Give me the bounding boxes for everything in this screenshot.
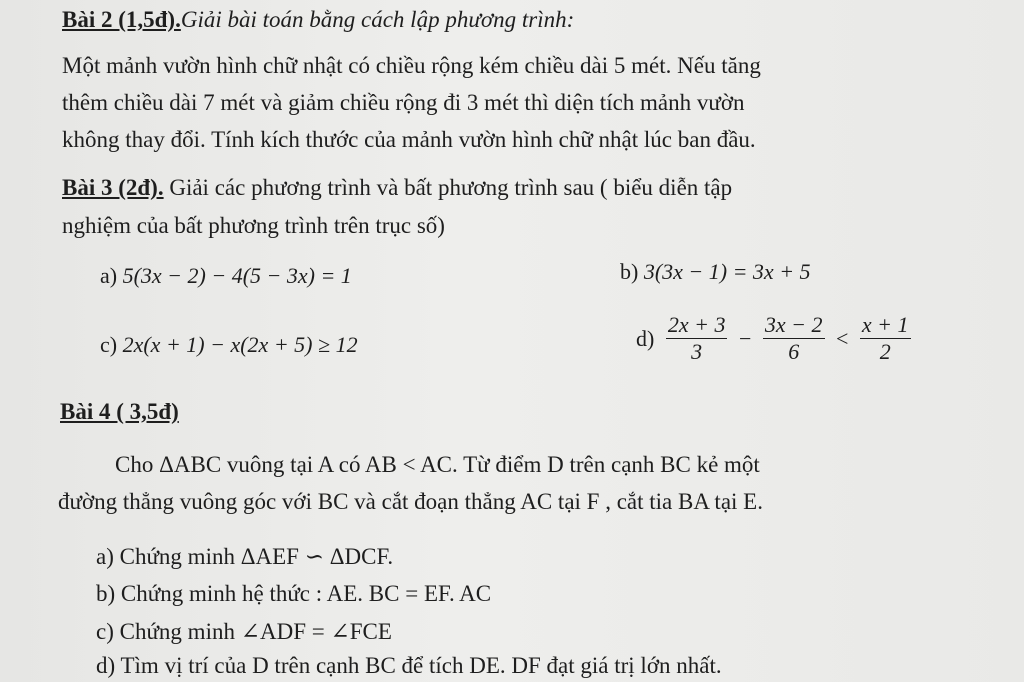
item-d-less-than: < [836, 325, 849, 351]
frac3-denominator: 2 [879, 339, 891, 364]
bai4-line-1: Cho ΔABC vuông tại A có AB < AC. Từ điểm D trên cạnh BC kẻ một [115, 452, 760, 477]
bai4-line-2: đường thẳng vuông góc với BC và cắt đoạn thẳng AC tại F , cắt tia BA tại E. [58, 489, 763, 514]
bai4-item-c: c) Chứng minh ∠ADF = ∠FCE [96, 619, 392, 644]
bai3-intro: Giải các phương trình và bất phương trình sau ( biểu diễn tập [163, 175, 733, 200]
frac2-denominator: 6 [788, 339, 800, 364]
item-d-label: d) [636, 325, 655, 351]
item-d-fraction-3 [860, 312, 911, 365]
bai4-title-line [60, 398, 179, 426]
bai3-item-d [632, 312, 913, 365]
bai2-title-line [62, 6, 574, 34]
item-d-fraction-1 [666, 312, 728, 365]
bai3-item-b [620, 258, 811, 286]
frac1-denominator: 3 [691, 339, 703, 364]
bai3-intro-2: nghiệm của bất phương trình trên trục số) [62, 213, 445, 238]
item-b-expr: 3(3x − 1) = 3x + 5 [643, 259, 811, 284]
bai4-item-b: b) Chứng minh hệ thức : AE. BC = EF. AC [96, 581, 492, 606]
bai3-item-c [100, 331, 358, 359]
bai4-item-d: d) Tìm vị trí của D trên cạnh BC để tích DE. DF đạt giá trị lớn nhất. [96, 653, 722, 678]
bai2-subtitle: Giải bài toán bằng cách lập phương trình: [180, 7, 575, 32]
frac3-numerator: x + 1 [861, 312, 909, 337]
item-a-label: a) [100, 263, 118, 288]
item-d-fraction-2 [763, 312, 825, 365]
item-b-label: b) [620, 259, 639, 284]
bai2-line-2: thêm chiều dài 7 mét và giảm chiều rộng đi 3 mét thì diện tích mảnh vườn [62, 90, 745, 115]
bai3-title-line [62, 174, 732, 202]
item-d-minus: − [738, 325, 752, 351]
frac1-numerator: 2x + 3 [667, 312, 726, 337]
bai3-item-a [100, 262, 352, 290]
bai4-item-a: a) Chứng minh ΔAEF ∽ ΔDCF. [96, 544, 394, 569]
bai4-heading: Bài 4 ( 3,5đ) [60, 399, 179, 424]
bai2-heading: Bài 2 (1,5đ). [62, 7, 181, 32]
frac2-numerator: 3x − 2 [764, 312, 823, 337]
item-c-label: c) [100, 332, 118, 357]
bai2-line-1: Một mảnh vườn hình chữ nhật có chiều rộng kém chiều dài 5 mét. Nếu tăng [62, 53, 761, 78]
item-c-expr: 2x(x + 1) − x(2x + 5) ≥ 12 [122, 332, 358, 357]
bai3-heading: Bài 3 (2đ). [62, 175, 164, 200]
bai2-line-3: không thay đổi. Tính kích thước của mảnh vườn hình chữ nhật lúc ban đầu. [62, 127, 756, 152]
item-a-expr: 5(3x − 2) − 4(5 − 3x) = 1 [122, 263, 352, 288]
